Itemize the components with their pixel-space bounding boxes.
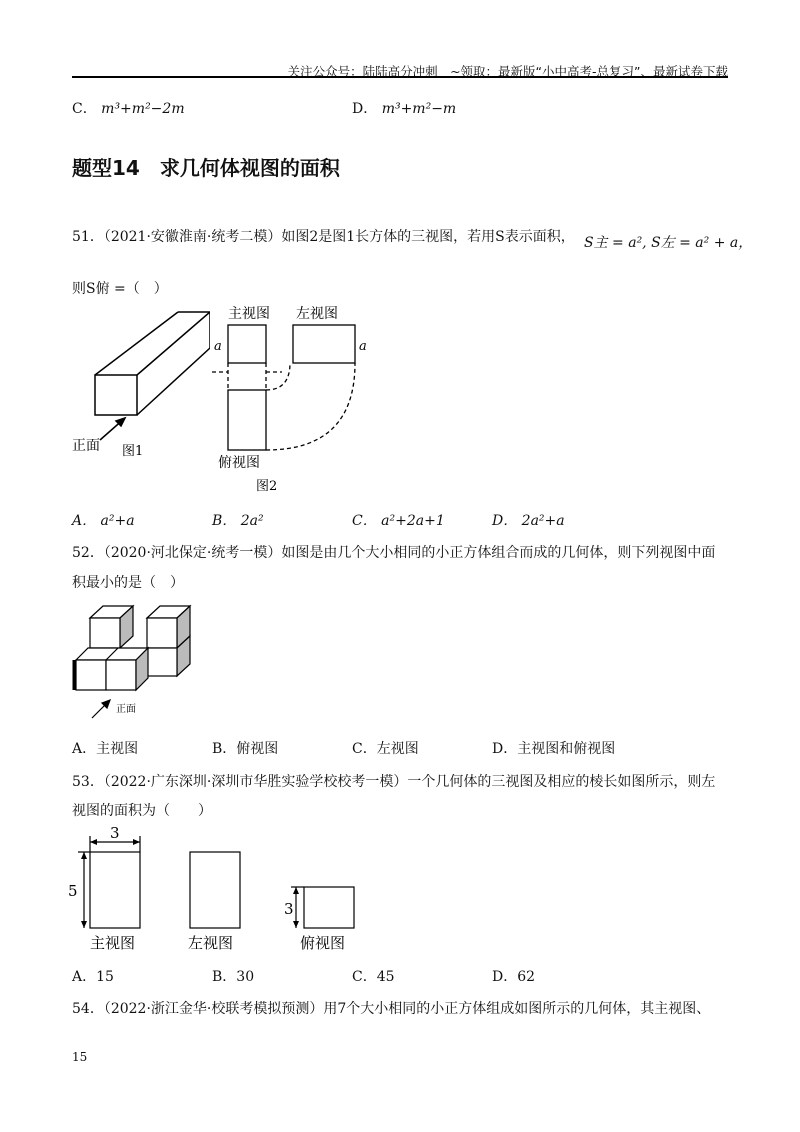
option-c-label: C．: [72, 101, 97, 117]
q53-dim-height: 5: [68, 882, 78, 900]
q53-left-view-label: 左视图: [188, 934, 234, 952]
fig2-caption: 图2: [256, 479, 278, 494]
q52-option-d: D．主视图和俯视图: [492, 741, 616, 757]
q54-text: [72, 998, 710, 1018]
fig2-var-left: a: [214, 339, 222, 354]
fig2-views: [212, 325, 355, 450]
q52-text: [72, 542, 715, 562]
q53-top-view-label: 俯视图: [300, 934, 346, 952]
q53-stem: （2022·广东深圳·深圳市华胜实验学校校考一模）一个几何体的三视图及相应的棱长如图所示，则左: [103, 774, 716, 790]
q53-text: [72, 771, 715, 791]
q52-option-a: A．主视图: [72, 741, 139, 757]
q53-option-b: B．30: [212, 969, 255, 985]
q53-line2: 视图的面积为（ ）: [72, 803, 212, 819]
q51-figure1: [70, 300, 210, 470]
page-number: 15: [72, 1050, 88, 1064]
header-rule: [72, 76, 728, 78]
q51-number: 51．: [72, 229, 104, 245]
q53-main-view-label: 主视图: [90, 934, 136, 952]
q52-option-c: C．左视图: [352, 741, 419, 757]
q53-dim-depth: 3: [284, 900, 294, 918]
q52-figure: [72, 598, 212, 726]
fig2-var-right: a: [359, 339, 367, 354]
page-header: 关注公众号：陆陆高分冲刺 ~领取：最新版“小中高考-总复习”、最新试卷下载: [287, 64, 728, 79]
q53-figure: [66, 824, 366, 956]
section-title: 题型14 求几何体视图的面积: [72, 156, 340, 180]
q52-line2: 积最小的是（ ）: [72, 575, 184, 591]
cubes-drawing: [74, 606, 190, 718]
q54-number: 54．: [72, 1001, 104, 1017]
option-d: [352, 98, 456, 118]
q54-stem: （2022·浙江金华·校联考模拟预测）用7个大小相同的小正方体组成如图所示的几何体，其主视图、: [103, 1001, 711, 1017]
q53-views: [78, 836, 354, 928]
option-c-expr: m³+m²−2m: [101, 101, 185, 117]
q52-stem: （2020·河北保定·统考一模）如图是由几个大小相同的小正方体组合而成的几何体，则下列视图中面: [103, 545, 716, 561]
q51-option-b: B． 2a²: [212, 513, 264, 529]
q51-option-c: C． a²+2a+1: [352, 513, 445, 529]
q52-number: 52．: [72, 545, 104, 561]
q53-number: 53．: [72, 774, 104, 790]
q52-option-b: B．俯视图: [212, 741, 279, 757]
q51-line2: 则S俯 =（ ）: [72, 281, 168, 297]
q53-dim-width: 3: [110, 824, 120, 842]
option-d-expr: m³+m²−m: [381, 101, 457, 117]
fig2-main-view-label: 主视图: [228, 306, 270, 322]
q51-text: [72, 226, 575, 246]
option-d-label: D．: [352, 101, 378, 117]
q52-front-label: 正面: [116, 704, 136, 715]
cuboid-drawing: [95, 312, 210, 440]
fig1-caption: 图1: [122, 444, 144, 459]
q51-option-a: A． a²+a: [72, 513, 135, 529]
q53-option-a: A．15: [72, 969, 114, 985]
q51-option-d: D． 2a²+a: [492, 513, 565, 529]
q51-formula: S主 = a², S左 = a² + a，: [584, 235, 753, 251]
fig2-top-view-label: 俯视图: [218, 455, 260, 471]
option-c: [72, 98, 185, 118]
q53-option-c: C．45: [352, 969, 395, 985]
q53-option-d: D．62: [492, 969, 536, 985]
fig2-left-view-label: 左视图: [296, 306, 338, 322]
q51-stem: （2021·安徽淮南·统考二模）如图2是图1长方体的三视图，若用S表示面积，: [103, 229, 575, 245]
q51-figure2: [212, 300, 382, 495]
fig1-front-label: 正面: [72, 438, 100, 454]
